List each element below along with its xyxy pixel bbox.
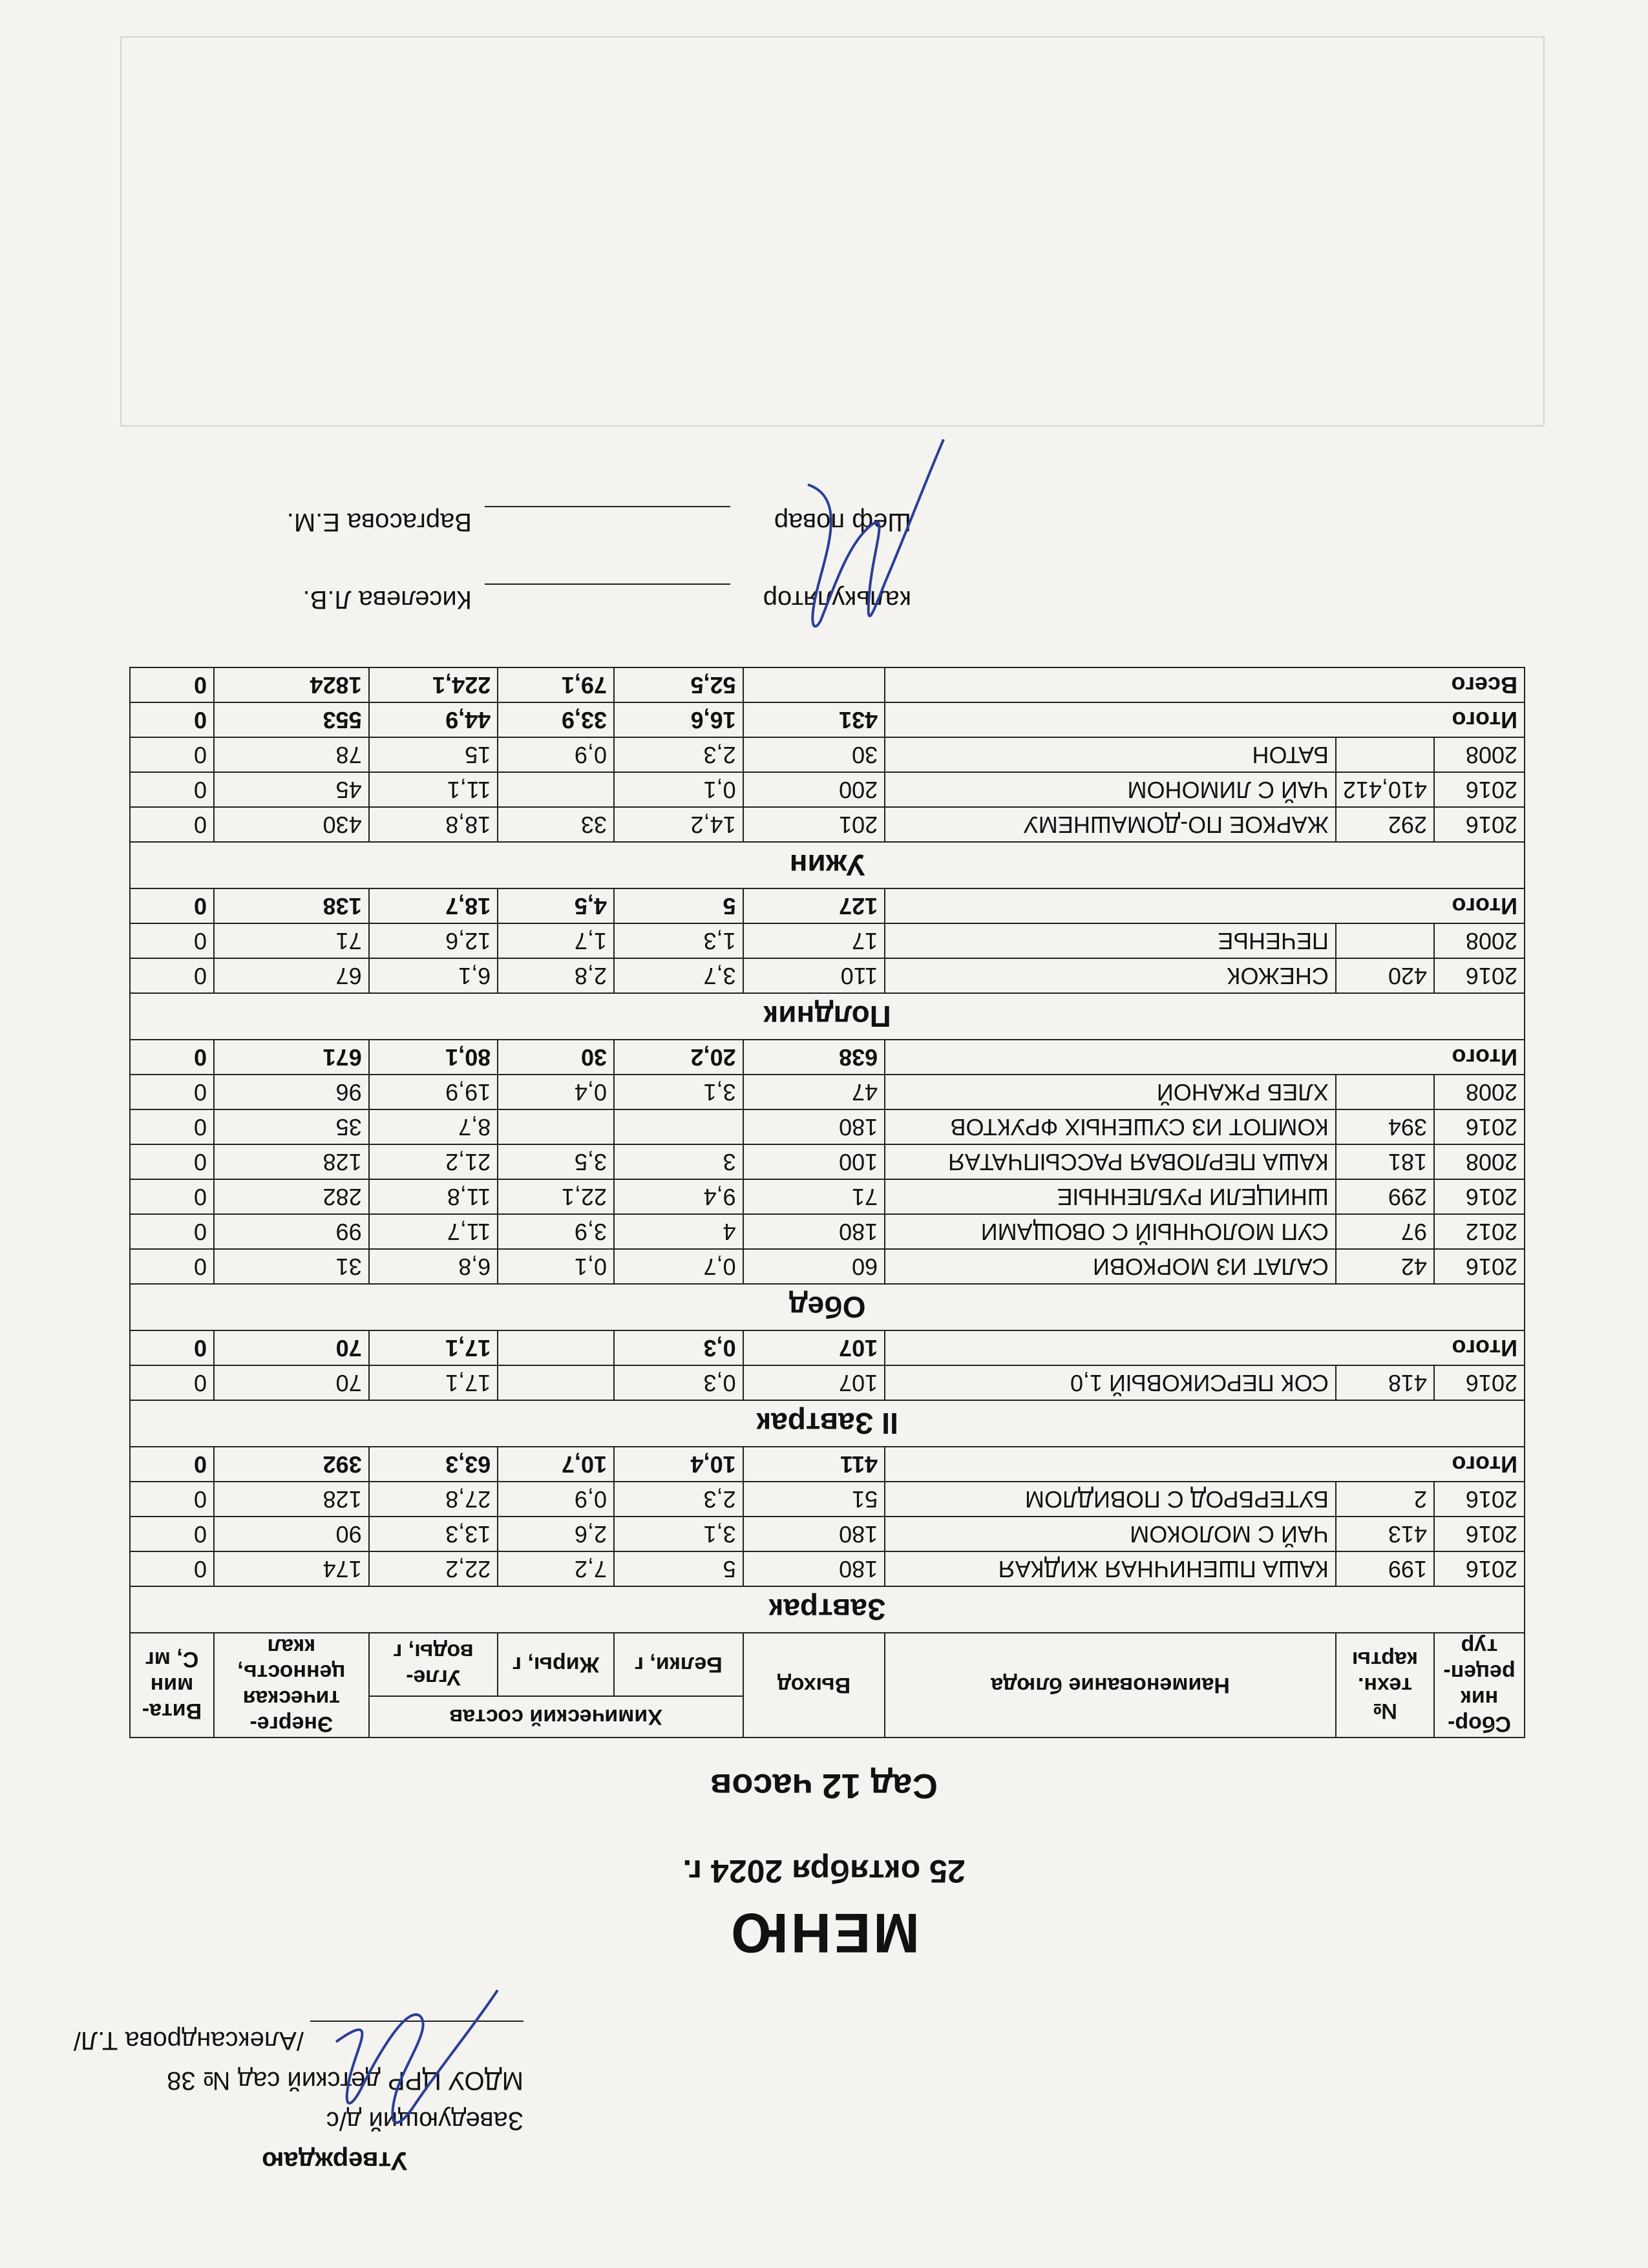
grand-total-vitc: 0 — [130, 667, 214, 702]
total-yield: 127 — [743, 888, 885, 923]
recipe-card-number: 394 — [1336, 1109, 1434, 1144]
nutrient-fat: 0,9 — [498, 1482, 614, 1517]
recipe-card-number: 42 — [1336, 1249, 1434, 1284]
header-fat: Жиры, г — [498, 1633, 614, 1696]
nutrient-vitc: 0 — [130, 807, 214, 842]
nutrient-energy: 90 — [214, 1517, 369, 1551]
recipe-card-number: 413 — [1336, 1517, 1434, 1551]
header-carbs: Угле-воды, г — [369, 1633, 498, 1696]
dish-name: СУП МОЛОЧНЫЙ С ОВОЩАМИ — [885, 1214, 1336, 1249]
total-yield: 431 — [743, 702, 885, 737]
nutrient-fat: 3,9 — [498, 1214, 614, 1249]
dish-name: СНЕЖОК — [885, 958, 1336, 993]
nutrient-protein: 3,7 — [614, 958, 743, 993]
total-protein: 0,3 — [614, 1330, 743, 1365]
nutrient-energy: 67 — [214, 958, 369, 993]
collection-year: 2016 — [1434, 772, 1525, 807]
total-energy: 70 — [214, 1330, 369, 1365]
table-row — [130, 1249, 1525, 1284]
nutrient-energy: 128 — [214, 1482, 369, 1517]
total-vitc: 0 — [130, 1040, 214, 1075]
total-carbs: 44,9 — [369, 702, 498, 737]
nutrient-carbs: 8,7 — [369, 1109, 498, 1144]
total-protein: 5 — [614, 888, 743, 923]
recipe-card-number — [1336, 737, 1434, 772]
nutrient-energy: 128 — [214, 1144, 369, 1179]
nutrient-energy: 70 — [214, 1365, 369, 1400]
header-chem: Химический состав — [369, 1696, 743, 1738]
nutrient-protein: 4 — [614, 1214, 743, 1249]
approval-signer: /Александрова Т.Л/ — [73, 2026, 304, 2055]
grand-total-energy: 1824 — [214, 667, 369, 702]
section-total-row — [130, 702, 1525, 737]
total-carbs: 63,3 — [369, 1447, 498, 1482]
nutrient-energy: 430 — [214, 807, 369, 842]
total-vitc: 0 — [130, 888, 214, 923]
dish-yield: 51 — [743, 1482, 885, 1517]
nutrient-carbs: 6,8 — [369, 1249, 498, 1284]
nutrient-fat: 1,7 — [498, 923, 614, 958]
collection-year: 2012 — [1434, 1214, 1525, 1249]
table-row — [130, 958, 1525, 993]
nutrient-fat: 3,5 — [498, 1144, 614, 1179]
nutrient-energy: 45 — [214, 772, 369, 807]
approval-position: Заведующий д/с — [326, 2106, 523, 2135]
dish-yield: 110 — [743, 958, 885, 993]
total-yield: 638 — [743, 1040, 885, 1075]
dish-name: СОК ПЕРСИКОВЫЙ 1,0 — [885, 1365, 1336, 1400]
dish-yield: 180 — [743, 1551, 885, 1586]
total-yield: 411 — [743, 1447, 885, 1482]
nutrient-carbs: 11,1 — [369, 772, 498, 807]
grand-total-yield — [743, 667, 885, 702]
dish-yield: 180 — [743, 1109, 885, 1144]
table-row — [130, 1551, 1525, 1586]
dish-name: КАША ПЕРЛОВАЯ РАССЫПЧАТАЯ — [885, 1144, 1336, 1179]
collection-year: 2008 — [1434, 737, 1525, 772]
collection-year: 2008 — [1434, 923, 1525, 958]
menu-title: МЕНЮ — [728, 1902, 920, 1964]
total-protein: 20,2 — [614, 1040, 743, 1075]
section-title: Полдник — [130, 993, 1525, 1040]
nutrient-carbs: 18,8 — [369, 807, 498, 842]
total-label: Итого — [885, 1330, 1525, 1365]
nutrient-carbs: 27,8 — [369, 1482, 498, 1517]
nutrient-protein: 0,1 — [614, 772, 743, 807]
chef-role: Шеф повар — [774, 508, 911, 536]
dish-name: САЛАТ ИЗ МОРКОВИ — [885, 1249, 1336, 1284]
nutrient-fat: 2,8 — [498, 958, 614, 993]
total-protein: 16,6 — [614, 702, 743, 737]
section-header — [130, 842, 1525, 888]
nutrient-protein: 3,1 — [614, 1517, 743, 1551]
header-energy: Энерге-тическая ценность, ккал — [214, 1633, 369, 1738]
dish-yield: 100 — [743, 1144, 885, 1179]
section-total-row — [130, 1040, 1525, 1075]
nutrient-protein: 1,3 — [614, 923, 743, 958]
total-label: Итого — [885, 702, 1525, 737]
section-title: Ужин — [130, 842, 1525, 888]
grand-total-carbs: 224,1 — [369, 667, 498, 702]
section-header — [130, 1284, 1525, 1330]
nutrient-protein: 9,4 — [614, 1179, 743, 1214]
nutrient-energy: 78 — [214, 737, 369, 772]
collection-year: 2008 — [1434, 1075, 1525, 1109]
nutrient-energy: 35 — [214, 1109, 369, 1144]
total-fat: 4,5 — [498, 888, 614, 923]
nutrient-energy: 96 — [214, 1075, 369, 1109]
nutrient-energy: 31 — [214, 1249, 369, 1284]
nutrient-protein: 2,3 — [614, 1482, 743, 1517]
dish-yield: 71 — [743, 1179, 885, 1214]
nutrient-fat: 2,6 — [498, 1517, 614, 1551]
dish-yield: 201 — [743, 807, 885, 842]
nutrient-energy: 99 — [214, 1214, 369, 1249]
nutrient-vitc: 0 — [130, 1517, 214, 1551]
recipe-card-number: 410,412 — [1336, 772, 1434, 807]
total-carbs: 80,1 — [369, 1040, 498, 1075]
total-carbs: 17,1 — [369, 1330, 498, 1365]
recipe-card-number: 97 — [1336, 1214, 1434, 1249]
total-fat — [498, 1330, 614, 1365]
nutrient-carbs: 21,2 — [369, 1144, 498, 1179]
nutrient-protein: 2,3 — [614, 737, 743, 772]
dish-name: ШНИЦЕЛИ РУБЛЕННЫЕ — [885, 1179, 1336, 1214]
section-title: Обед — [130, 1284, 1525, 1330]
table-row — [130, 772, 1525, 807]
staff-signature — [795, 433, 963, 646]
dish-yield: 47 — [743, 1075, 885, 1109]
collection-year: 2016 — [1434, 1551, 1525, 1586]
dish-yield: 30 — [743, 737, 885, 772]
collection-year: 2016 — [1434, 1482, 1525, 1517]
table-row — [130, 1517, 1525, 1551]
nutrient-vitc: 0 — [130, 958, 214, 993]
table-row — [130, 1109, 1525, 1144]
header-yield: Выход — [743, 1633, 885, 1738]
grand-total-protein: 52,5 — [614, 667, 743, 702]
nutrient-fat — [498, 1365, 614, 1400]
nutrient-energy: 282 — [214, 1179, 369, 1214]
nutrient-vitc: 0 — [130, 1144, 214, 1179]
recipe-card-number: 199 — [1336, 1551, 1434, 1586]
collection-year: 2016 — [1434, 1517, 1525, 1551]
nutrient-vitc: 0 — [130, 1249, 214, 1284]
collection-year: 2016 — [1434, 1249, 1525, 1284]
section-header — [130, 1400, 1525, 1447]
dish-yield: 180 — [743, 1214, 885, 1249]
menu-table — [129, 667, 1525, 1738]
nutrient-fat: 0,1 — [498, 1249, 614, 1284]
nutrient-vitc: 0 — [130, 1109, 214, 1144]
nutrient-vitc: 0 — [130, 923, 214, 958]
nutrient-carbs: 17,1 — [369, 1365, 498, 1400]
total-label: Итого — [885, 888, 1525, 923]
nutrient-protein: 3,1 — [614, 1075, 743, 1109]
dish-yield: 60 — [743, 1249, 885, 1284]
total-fat: 30 — [498, 1040, 614, 1075]
dish-yield: 17 — [743, 923, 885, 958]
total-vitc: 0 — [130, 1330, 214, 1365]
header-protein: Белки, г — [614, 1633, 743, 1696]
section-title: II Завтрак — [130, 1400, 1525, 1447]
table-row — [130, 1365, 1525, 1400]
recipe-card-number: 292 — [1336, 807, 1434, 842]
nutrient-protein — [614, 1109, 743, 1144]
nutrient-carbs: 12,6 — [369, 923, 498, 958]
dish-name: БУТЕРБРОД С ПОВИДЛОМ — [885, 1482, 1336, 1517]
nutrient-carbs: 11,8 — [369, 1179, 498, 1214]
nutrient-energy: 71 — [214, 923, 369, 958]
total-yield: 107 — [743, 1330, 885, 1365]
section-header — [130, 993, 1525, 1040]
collection-year: 2016 — [1434, 807, 1525, 842]
recipe-card-number: 2 — [1336, 1482, 1434, 1517]
total-energy: 553 — [214, 702, 369, 737]
recipe-card-number: 181 — [1336, 1144, 1434, 1179]
total-vitc: 0 — [130, 1447, 214, 1482]
nutrient-vitc: 0 — [130, 1075, 214, 1109]
total-energy: 392 — [214, 1447, 369, 1482]
approval-title: Утверждаю — [262, 2147, 407, 2175]
nutrient-fat — [498, 772, 614, 807]
calculator-role: калькулятор — [763, 585, 911, 614]
recipe-card-number — [1336, 923, 1434, 958]
nutrient-vitc: 0 — [130, 1179, 214, 1214]
nutrient-energy: 174 — [214, 1551, 369, 1586]
total-vitc: 0 — [130, 702, 214, 737]
nutrient-carbs: 19,9 — [369, 1075, 498, 1109]
nutrient-fat: 0,4 — [498, 1075, 614, 1109]
nutrient-carbs: 22,2 — [369, 1551, 498, 1586]
dish-name: БАТОН — [885, 737, 1336, 772]
table-row — [130, 737, 1525, 772]
recipe-card-number: 418 — [1336, 1365, 1434, 1400]
total-energy: 671 — [214, 1040, 369, 1075]
collection-year: 2008 — [1434, 1144, 1525, 1179]
collection-year: 2016 — [1434, 958, 1525, 993]
total-fat: 10,7 — [498, 1447, 614, 1482]
nutrient-protein: 5 — [614, 1551, 743, 1586]
menu-date: 25 октября 2024 г. — [682, 1853, 966, 1889]
dish-name: КАША ПШЕНИЧНАЯ ЖИДКАЯ — [885, 1551, 1336, 1586]
nutrient-protein: 0,3 — [614, 1365, 743, 1400]
nutrient-vitc: 0 — [130, 1365, 214, 1400]
collection-year: 2016 — [1434, 1109, 1525, 1144]
approval-organization: МДОУ ЦРР детский сад № 38 — [167, 2066, 523, 2095]
dish-yield: 180 — [743, 1517, 885, 1551]
nutrient-carbs: 13,3 — [369, 1517, 498, 1551]
table-row — [130, 1179, 1525, 1214]
table-row — [130, 1144, 1525, 1179]
collection-year: 2016 — [1434, 1365, 1525, 1400]
nutrient-vitc: 0 — [130, 772, 214, 807]
table-row — [130, 1075, 1525, 1109]
header-vitamin: Вита-мин С, мг — [130, 1633, 214, 1738]
dish-name: ЧАЙ С ЛИМОНОМ — [885, 772, 1336, 807]
table-row — [130, 923, 1525, 958]
table-row — [130, 1482, 1525, 1517]
calculator-name: Киселева Л.В. — [302, 585, 472, 614]
table-row — [130, 807, 1525, 842]
header-collection: Сбор-ник рецеп-тур — [1434, 1633, 1525, 1738]
section-header — [130, 1586, 1525, 1633]
nutrient-fat: 0,9 — [498, 737, 614, 772]
header-dish: Наименование блюда — [885, 1633, 1336, 1738]
nutrient-carbs: 15 — [369, 737, 498, 772]
director-signature — [317, 1977, 511, 2145]
nutrient-carbs: 6,1 — [369, 958, 498, 993]
section-total-row — [130, 1330, 1525, 1365]
section-title: Завтрак — [130, 1586, 1525, 1633]
dish-yield: 107 — [743, 1365, 885, 1400]
nutrient-carbs: 11,7 — [369, 1214, 498, 1249]
nutrient-protein: 14,2 — [614, 807, 743, 842]
nutrient-fat: 7,2 — [498, 1551, 614, 1586]
grand-total-fat: 79,1 — [498, 667, 614, 702]
grand-total-row — [130, 667, 1525, 702]
total-protein: 10,4 — [614, 1447, 743, 1482]
section-total-row — [130, 1447, 1525, 1482]
nutrient-protein: 3 — [614, 1144, 743, 1179]
nutrient-vitc: 0 — [130, 1551, 214, 1586]
section-total-row — [130, 888, 1525, 923]
dish-name: ЖАРКОЕ ПО-ДОМАШНЕМУ — [885, 807, 1336, 842]
nutrient-protein: 0,7 — [614, 1249, 743, 1284]
total-fat: 33,9 — [498, 702, 614, 737]
nutrient-vitc: 0 — [130, 1214, 214, 1249]
table-row — [130, 1214, 1525, 1249]
nutrient-fat: 33 — [498, 807, 614, 842]
recipe-card-number: 299 — [1336, 1179, 1434, 1214]
total-carbs: 18,7 — [369, 888, 498, 923]
total-energy: 138 — [214, 888, 369, 923]
show-through-table — [120, 36, 1545, 426]
dish-yield: 200 — [743, 772, 885, 807]
header-card: № техн. карты — [1336, 1633, 1434, 1738]
chef-name: Варгасова Е.М. — [286, 508, 472, 536]
dish-name: КОМПОТ ИЗ СУШЕНЫХ ФРУКТОВ — [885, 1109, 1336, 1144]
nutrient-vitc: 0 — [130, 1482, 214, 1517]
dish-name: ПЕЧЕНЬЕ — [885, 923, 1336, 958]
total-label: Итого — [885, 1040, 1525, 1075]
dish-name: ЧАЙ С МОЛОКОМ — [885, 1517, 1336, 1551]
menu-body — [130, 667, 1525, 1633]
dish-name: ХЛЕБ РЖАНОЙ — [885, 1075, 1336, 1109]
nutrient-vitc: 0 — [130, 737, 214, 772]
total-label: Итого — [885, 1447, 1525, 1482]
grand-total-label: Всего — [885, 667, 1525, 702]
recipe-card-number: 420 — [1336, 958, 1434, 993]
recipe-card-number — [1336, 1075, 1434, 1109]
nutrient-fat — [498, 1109, 614, 1144]
group-name: Сад 12 часов — [710, 1767, 938, 1805]
collection-year: 2016 — [1434, 1179, 1525, 1214]
nutrient-fat: 22,1 — [498, 1179, 614, 1214]
